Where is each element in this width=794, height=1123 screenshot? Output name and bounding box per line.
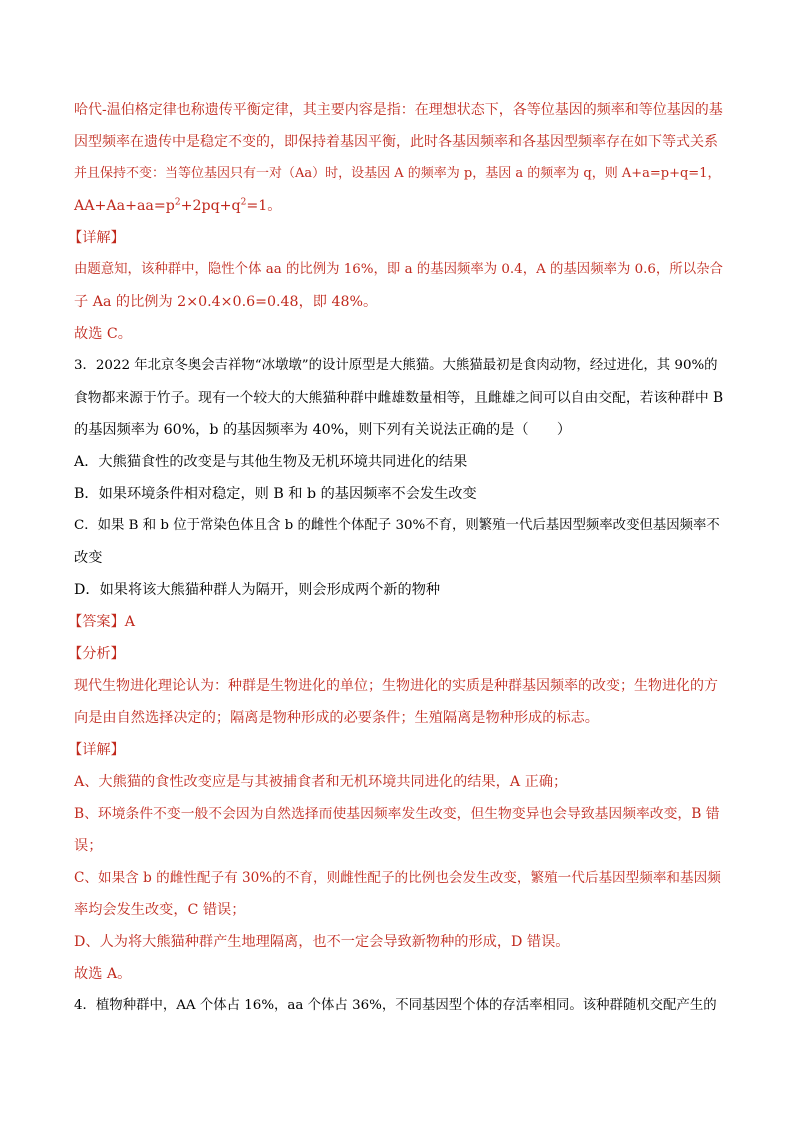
q2-conclusion: 故选 C。 — [74, 326, 132, 342]
q3-option-d: D．如果将该大熊猫种群人为隔开，则会形成两个新的物种 — [74, 582, 441, 598]
q3-detail-tag: 【详解】 — [68, 742, 125, 758]
hw-intro-line-2: 因型频率在遗传中是稳定不变的，即保持着基因平衡，此时各基因频率和各基因型频率存在如下等式关系 — [74, 134, 718, 150]
formula-superscript-2: 2 — [240, 197, 247, 208]
q3-option-c-line-2: 改变 — [74, 550, 103, 566]
q4-stem-line-1: 4．植物种群中，AA 个体占 16%，aa 个体占 36%，不同基因型个体的存活率相同。该种群随机交配产生的 — [74, 998, 717, 1013]
q3-detail-d: D、人为将大熊猫种群产生地理隔离，也不一定会导致新物种的形成，D 错误。 — [74, 934, 570, 950]
q3-analysis-line-1: 现代生物进化理论认为：种群是生物进化的单位；生物进化的实质是种群基因频率的改变；生物进化的方 — [74, 678, 718, 694]
q3-option-a: A．大熊猫食性的改变是与其他生物及无机环境共同进化的结果 — [74, 454, 468, 470]
q2-detail-tag: 【详解】 — [68, 230, 125, 246]
q2-detail-line-1: 由题意知，该种群中，隐性个体 aa 的比例为 16%，即 a 的基因频率为 0.4，A 的基因频率为 0.6，所以杂合 — [74, 262, 723, 277]
formula-part-2: +2pq+q — [180, 198, 241, 214]
q3-detail-b-line-1: B、环境条件不变一般不会因为自然选择而使基因频率发生改变，但生物变异也会导致基因频率改变，B 错 — [74, 806, 720, 822]
formula-part-3: =1。 — [246, 198, 282, 214]
q3-option-b: B．如果环境条件相对稳定，则 B 和 b 的基因频率不会发生改变 — [74, 486, 477, 502]
q3-stem-line-2: 食物都来源于竹子。现有一个较大的大熊猫种群中雌雄数量相等，且雌雄之间可以自由交配，若该种群中 B — [74, 390, 724, 406]
hw-intro-line-1: 哈代-温伯格定律也称遗传平衡定律，其主要内容是指：在理想状态下，各等位基因的频率和等位基因的基 — [74, 102, 723, 118]
q3-conclusion: 故选 A。 — [74, 966, 132, 982]
formula-part-1: AA+Aa+aa=p — [74, 198, 175, 214]
q3-detail-a: A、大熊猫的食性改变应是与其被捕食者和无机环境共同进化的结果，A 正确； — [74, 774, 568, 790]
formula-superscript-1: 2 — [174, 197, 181, 208]
q3-stem-line-3: 的基因频率为 60%，b 的基因频率为 40%，则下列有关说法正确的是（ ） — [74, 422, 572, 438]
q3-detail-b-line-2: 误； — [74, 838, 103, 854]
q3-answer: 【答案】A — [68, 614, 135, 630]
q3-analysis-tag: 【分析】 — [68, 646, 125, 662]
q3-detail-c-line-1: C、如果含 b 的雌性配子有 30%的不育，则雌性配子的比例也会发生改变，繁殖一代后基因型频率和基因频 — [74, 870, 721, 886]
q2-detail-line-2: 子 Aa 的比例为 2×0.4×0.6=0.48，即 48%。 — [74, 294, 378, 310]
q3-option-c-line-1: C．如果 B 和 b 位于常染色体且含 b 的雌性个体配子 30%不育，则繁殖一代后基因型频率改变但基因频率不 — [74, 518, 720, 533]
q3-analysis-line-2: 向是由自然选择决定的；隔离是物种形成的必要条件；生殖隔离是物种形成的标志。 — [74, 710, 599, 726]
hw-intro-line-3: 并且保持不变：当等位基因只有一对（Aa）时，设基因 A 的频率为 p，基因 a 的频率为 q，则 A+a=p+q=1， — [74, 166, 721, 181]
q3-stem-line-1: 3．2022 年北京冬奥会吉祥物“冰墩墩”的设计原型是大熊猫。大熊猫最初是食肉动物，经过进化，其 90%的 — [74, 358, 718, 373]
q3-detail-c-line-2: 率均会发生改变，C 错误； — [74, 902, 246, 918]
hw-intro-formula — [74, 197, 724, 215]
